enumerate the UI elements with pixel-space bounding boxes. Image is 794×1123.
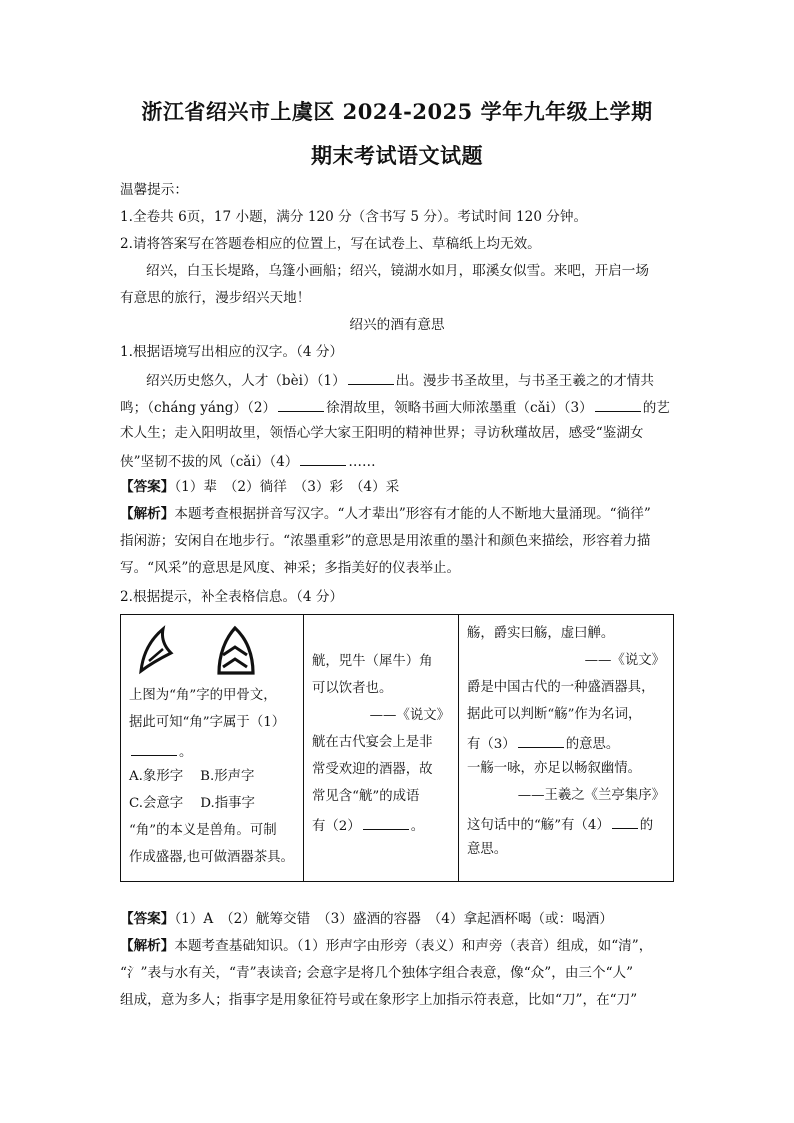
col1-line-7: 作成盛器,也可做酒器茶具。	[129, 850, 294, 865]
option-d: D.指事字	[200, 796, 255, 811]
col2-line-2: 可以饮者也。	[312, 681, 393, 696]
q1-analysis-line-3: 写。“风采”的意思是风度、神采；多指美好的仪表举止。	[120, 560, 461, 576]
answer-blank-q2-2	[363, 815, 409, 830]
q1-stem: 1.根据语境写出相应的汉字。（4 分）	[120, 344, 344, 360]
answer-blank-q2-4	[612, 814, 638, 829]
section-title: 绍兴的酒有意思	[349, 317, 445, 333]
col3-line-9: 意思。	[467, 842, 508, 857]
q2-table-col-2	[304, 615, 459, 882]
col3-line-5: 有（3） 的意思。	[467, 733, 619, 754]
exam-title-line2: 期末考试语文试题	[311, 143, 483, 168]
answer-blank-q2-3	[518, 733, 564, 748]
col1-line-6: “角”的本义是兽角。可制	[129, 823, 277, 838]
q1-passage-line-4: 侠”坚韧不拔的风（cǎi）（4） ……	[120, 451, 676, 471]
col3-line-8: 这句话中的“觞”有（4） 的	[467, 814, 653, 835]
col3-line-1: 觞，爵实曰觞，虚曰觯。	[467, 626, 615, 641]
col1-options-ab	[129, 768, 254, 786]
q1-analysis-line-1: 【解析】本题考查根据拼音写汉字。“人才辈出”形容有才能的人不断地大量涌现。“徜徉”	[120, 506, 651, 522]
col1-line-3: 。	[129, 741, 192, 762]
oracle-bone-jiao-2-icon	[213, 625, 259, 679]
col2-line-4: 觥在古代宴会上是非	[312, 735, 433, 750]
answer-blank-3	[595, 397, 641, 412]
tips-heading: 温馨提示：	[120, 182, 188, 198]
q2-table	[120, 614, 674, 882]
col2-line-1: 觥，兕牛（犀牛）角	[312, 654, 433, 669]
col3-line-4: 据此可以判断“觞”作为名词，	[467, 707, 642, 722]
col2-line-5: 常受欢迎的酒器，故	[312, 762, 433, 777]
q2-analysis-line-3: 组成，意为多人；指事字是用象征符号或在象形字上加指示符表意，比如“刀”，在“刀”	[120, 992, 638, 1008]
col3-source-2: ——王羲之《兰亭集序》	[517, 788, 665, 803]
answer-blank-1	[348, 370, 394, 385]
col3-line-3: 爵是中国古代的一种盛酒器具，	[467, 680, 655, 695]
answer-blank-2	[278, 397, 324, 412]
q2-stem: 2.根据提示，补全表格信息。（4 分）	[120, 589, 344, 605]
intro-line-1: 绍兴，白玉长堤路，乌篷小画船；绍兴，镜湖水如月，耶溪女似雪。来吧，开启一场	[146, 263, 649, 279]
answer-blank-q2-1	[131, 741, 177, 756]
col1-options-cd	[129, 795, 255, 813]
q1-answer: 【答案】（1）辈 （2）徜徉 （3）彩 （4）采	[120, 479, 400, 495]
exam-title-line1: 浙江省绍兴市上虞区 2024-2025 学年九年级上学期	[141, 99, 653, 124]
q1-analysis-line-2: 指闲游；安闲自在地步行。“浓墨重彩”的意思是用浓重的墨汁和颜色来描绘，形容着力描	[120, 533, 651, 549]
col3-source-1: ——《说文》	[584, 653, 665, 668]
q1-passage-line-1: 绍兴历史悠久，人才（bèi）（1） 出。漫步书圣故里，与书圣王羲之的才情共	[146, 370, 702, 390]
tips-item-2: 2.请将答案写在答题卷相应的位置上，写在试卷上、草稿纸上均无效。	[120, 236, 541, 252]
q1-passage-line-2: 鸣；（cháng yáng）（2） 徐渭故里，领略书画大师浓墨重（cǎi）（3） 的艺	[120, 397, 676, 417]
col1-line-2: 据此可知“角”字属于（1）	[129, 715, 286, 730]
q2-analysis-line-1: 【解析】本题考查基础知识。（1）形声字由形旁（表义）和声旁（表音）组成，如“清”，	[120, 938, 653, 954]
q1-passage-line-3: 术人生；走入阳明故里，领悟心学大家王阳明的精神世界；寻访秋瑾故居，感受“鉴湖女	[120, 425, 644, 441]
tips-item-1: 1.全卷共 6页，17 小题，满分 120 分（含书写 5 分）。考试时间 120 分钟。	[120, 209, 588, 225]
col2-source: ——《说文》	[369, 708, 450, 723]
col2-line-7: 有（2） 。	[312, 815, 424, 836]
intro-line-2: 有意思的旅行，漫步绍兴天地！	[120, 290, 311, 306]
answer-blank-4	[300, 451, 346, 466]
q2-table-col-3	[459, 615, 674, 882]
col2-line-6: 常见含“觥”的成语	[312, 789, 420, 804]
option-b: B.形声字	[200, 769, 255, 784]
q2-table-col-1	[121, 615, 304, 882]
col3-line-6: 一觞一咏，亦足以畅叙幽情。	[467, 761, 642, 776]
q2-analysis-line-2: “氵”表与水有关，“青”表读音; 会意字是将几个独体字组合表意，像“众”，由三个“人”	[120, 965, 634, 981]
option-a: A.象形字	[129, 769, 184, 784]
col1-line-1: 上图为“角”字的甲骨文，	[129, 688, 277, 703]
option-c: C.会意字	[129, 796, 184, 811]
q2-answer: 【答案】（1）A （2）觥筹交错 （3）盛酒的容器 （4）拿起酒杯喝（或：喝酒）	[120, 911, 613, 927]
oracle-bone-jiao-1-icon	[135, 625, 179, 677]
